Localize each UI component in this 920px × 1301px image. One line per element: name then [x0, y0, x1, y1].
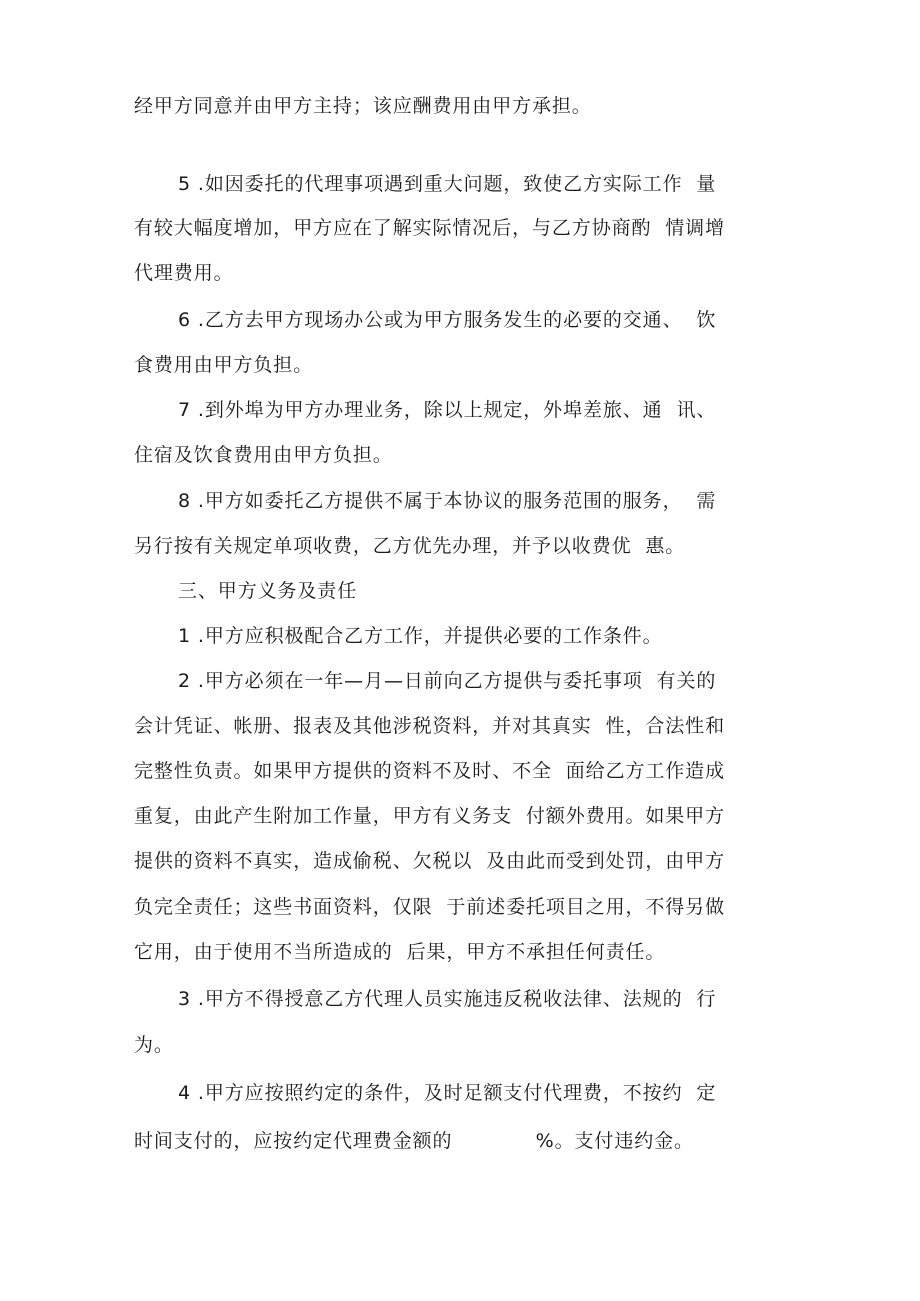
text-line-3: 有较大幅度增加，甲方应在了解实际情况后，与乙方协商酌 情调增 [134, 217, 725, 239]
text-line-2: 5 .如因委托的代理事项遇到重大问题，致使乙方实际工作 量 [178, 173, 717, 195]
text-line-21: 为。 [134, 1034, 174, 1056]
text-line-7: 7 .到外埠为甲方办理业务，除以上规定，外埠差旅、通 讯、 [178, 399, 717, 421]
text-line-23: 时间支付的，应按约定代理费金额的 %。支付违约金。 [134, 1130, 694, 1152]
text-line-15: 完整性负责。如果甲方提供的资料不及时、不全 面给乙方工作造成 [134, 760, 725, 782]
text-line-5: 6 .乙方去甲方现场办公或为甲方服务发生的必要的交通、 饮 [178, 309, 717, 331]
text-line-1: 经甲方同意并由甲方主持；该应酬费用由甲方承担。 [134, 95, 592, 117]
section-heading: 三、甲方义务及责任 [178, 580, 358, 602]
text-line-8: 住宿及饮食费用由甲方负担。 [134, 444, 393, 466]
text-line-14: 会计凭证、帐册、报表及其他涉税资料，并对其真实 性，合法性和 [134, 715, 725, 737]
text-line-22: 4 .甲方应按照约定的条件，及时足额支付代理费，不按约 定 [178, 1082, 717, 1104]
text-line-6: 食费用由甲方负担。 [134, 354, 314, 376]
text-line-12: 1 .甲方应积极配合乙方工作，并提供必要的工作条件。 [178, 625, 663, 647]
text-line-20: 3 .甲方不得授意乙方代理人员实施违反税收法律、法规的 行 [178, 988, 717, 1010]
text-line-17: 提供的资料不真实，造成偷税、欠税以 及由此而受到处罚，由甲方 [134, 850, 725, 872]
text-line-4: 代理费用。 [134, 262, 234, 284]
text-line-19: 它用，由于使用不当所造成的 后果，甲方不承担任何责任。 [134, 941, 666, 963]
text-line-18: 负完全责任；这些书面资料，仅限 于前述委托项目之用，不得另做 [134, 896, 725, 918]
text-line-16: 重复，由此产生附加工作量，甲方有义务支 付额外费用。如果甲方 [134, 805, 725, 827]
text-line-10: 另行按有关规定单项收费，乙方优先办理，并予以收费优 惠。 [134, 535, 686, 557]
text-line-9: 8 .甲方如委托乙方提供不属于本协议的服务范围的服务， 需 [178, 490, 717, 512]
text-line-13: 2 .甲方必须在一年—月—日前向乙方提供与委托事项 有关的 [178, 670, 717, 692]
